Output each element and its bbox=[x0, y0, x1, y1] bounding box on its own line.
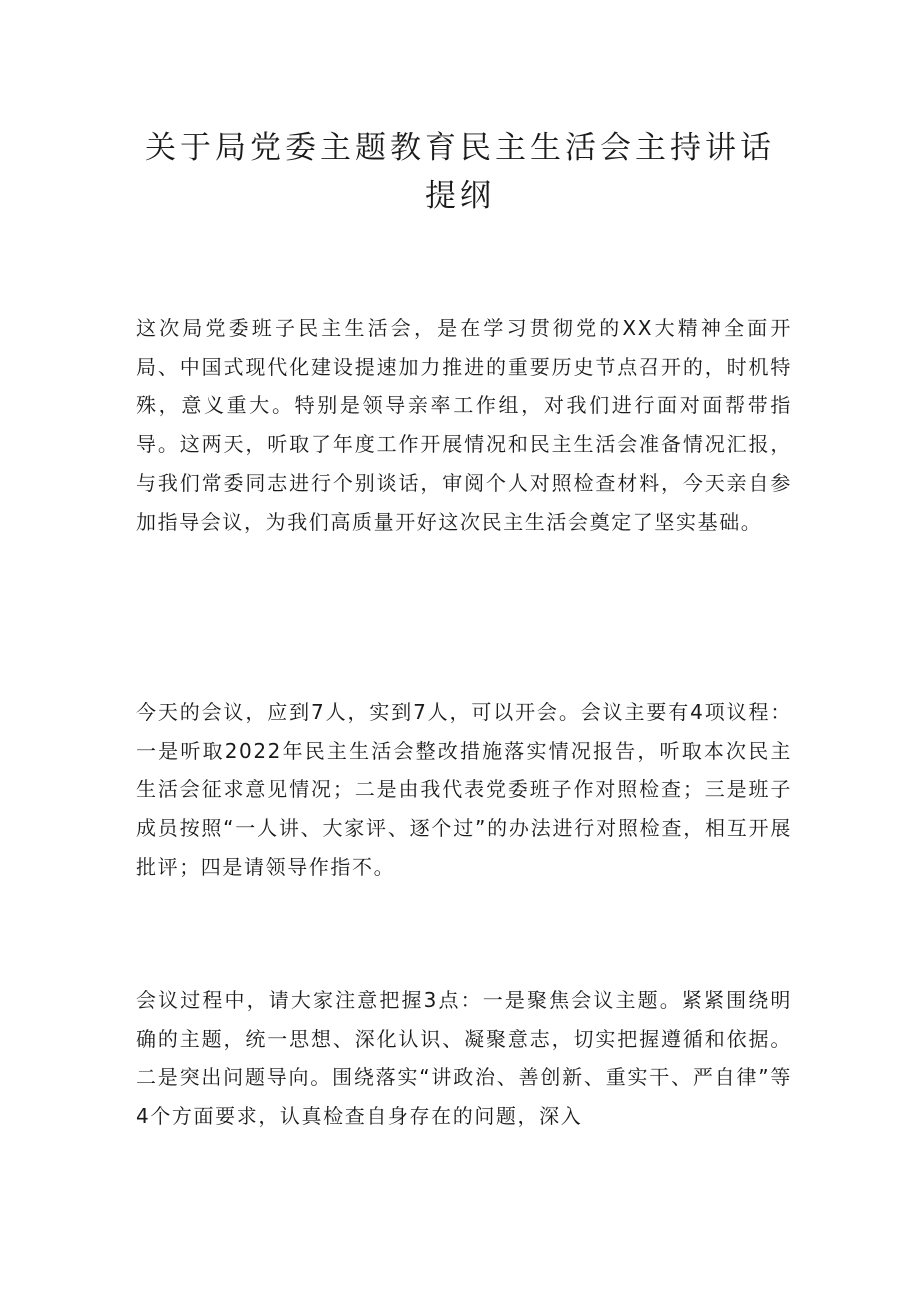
document-title bbox=[120, 124, 800, 220]
body-paragraph-3: 会议过程中，请大家注意把握3点：一是聚焦会议主题。紧紧围绕明确的主题，统一思想、深化认识、凝聚意志，切实把握遵循和依据。二是突出问题导向。围绕落实“讲政治、善创新、重实干、严自律”等4个方面要求，认真检查自身存在的问题，深入 bbox=[136, 988, 792, 1129]
document-title-line-1: 关于局党委主题教育民主生活会主持讲话 bbox=[145, 130, 775, 166]
body-paragraph-2: 今天的会议，应到7人，实到7人，可以开会。会议主要有4项议程：一是听取2022年民主生活会整改措施落实情况报告，听取本次民主生活会征求意见情况；二是由我代表党委班子作对照检查；三是班子成员按照“一人讲、大家评、逐个过”的办法进行对照检查，相互开展批评；四是请领导作指不。 bbox=[136, 700, 792, 879]
body-paragraph-1: 这次局党委班子民主生活会，是在学习贯彻党的XX大精神全面开局、中国式现代化建设提速加力推进的重要历史节点召开的，时机特殊，意义重大。特别是领导亲率工作组，对我们进行面对面帮带指导。这两天，听取了年度工作开展情况和民主生活会准备情况汇报，与我们常委同志进行个别谈话，审阅个人对照检查材料，今天亲自参加指导会议，为我们高质量开好这次民主生活会奠定了坚实基础。 bbox=[136, 316, 792, 534]
document-title-line-2: 提纲 bbox=[425, 178, 495, 214]
